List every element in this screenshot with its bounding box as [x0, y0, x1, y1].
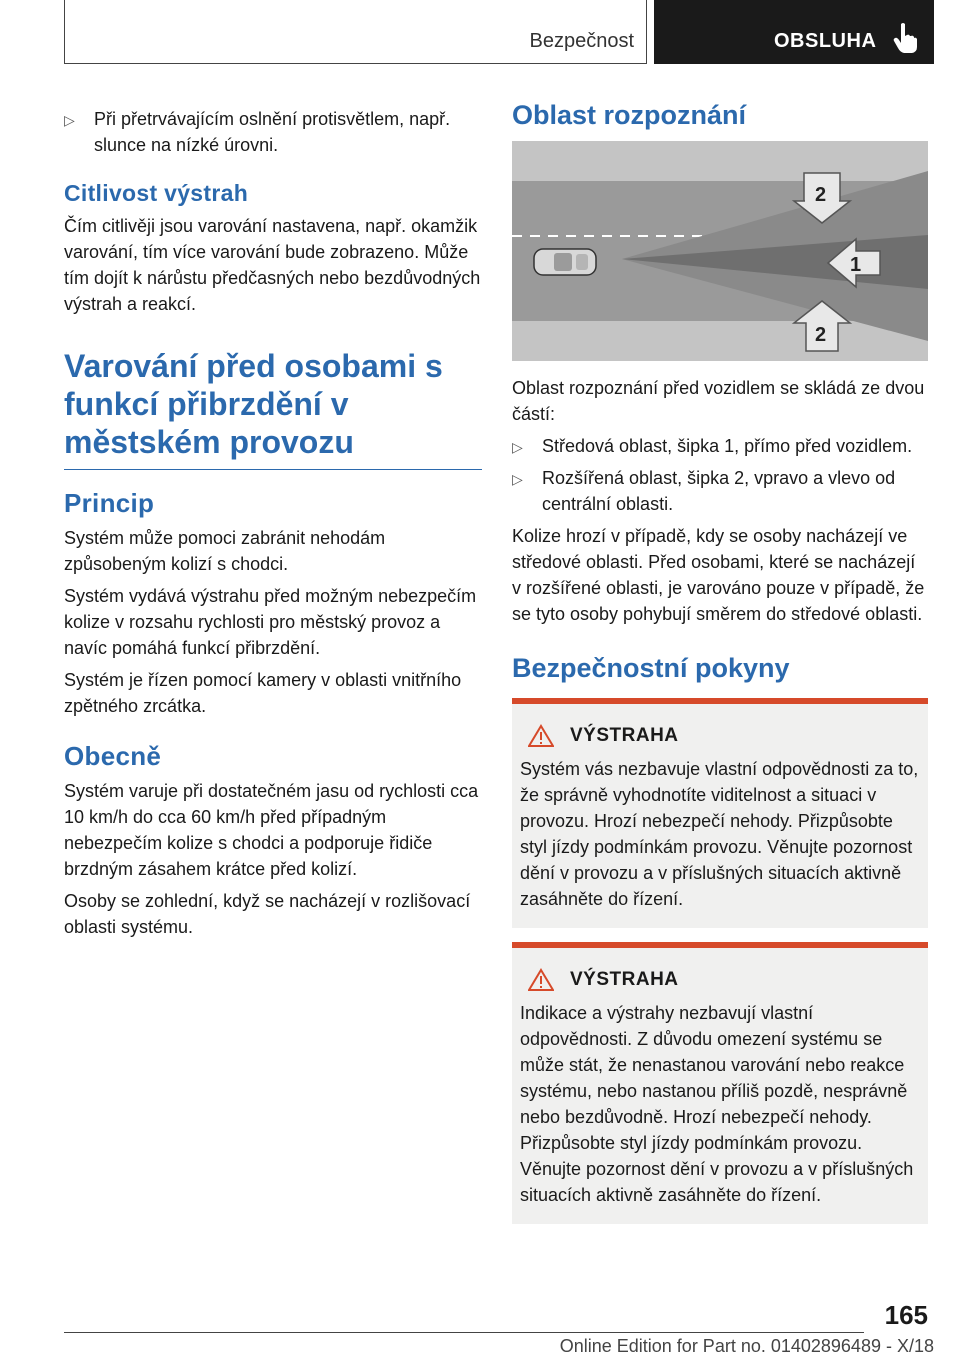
paragraph-detection: Oblast rozpoznání před vozidlem se skládá ze dvou částí: — [512, 378, 925, 424]
hand-pointer-icon — [892, 22, 918, 54]
chapter-title — [64, 347, 482, 461]
warning-text: Indikace a výstrahy nezbavují vlastní odpovědnosti. Z důvodu omezení systému se může stát, že nenastanou varování nebo reakce systému, nebo nastanou příliš pozdě, nesprávně nebo bezdůvodně. Hrozí nebezpečí nehody. Přizpůsobte styl jízdy podmínkám provozu. Věnujte pozornost dění v provozu a v příslušných situacích aktivně zasáhněte do řízení. — [520, 1003, 914, 1205]
arrow-2-bottom-label: 2 — [815, 324, 827, 346]
arrow-1-middle-label: 1 — [850, 254, 862, 276]
triangle-bullet-icon: ▷ — [64, 112, 75, 128]
chapter-title-line: Varování před osobami s — [64, 348, 443, 384]
right-column — [512, 100, 928, 1224]
warning-box — [512, 942, 928, 1224]
paragraph-princip-1: Systém může pomoci zabránit nehodám způsobeným kolizí s chodci. — [64, 528, 386, 574]
heading-general: Obecně — [64, 741, 162, 771]
paragraph-sensitivity: Čím citlivěji jsou varování nastavena, např. okamžik varování, tím více varování bude zobrazeno. Může tím dojít k nárůstu předčasných nebo bezdůvodných výstrah a reakcí. — [64, 216, 481, 314]
chapter-divider — [64, 469, 482, 470]
detection-area-figure — [512, 141, 928, 361]
page-number: 165 — [884, 1300, 928, 1330]
list-item — [512, 465, 928, 517]
bullet-text: Rozšířená oblast, šipka 2, vpravo a vlevo od centrální oblasti. — [542, 468, 896, 514]
header-section-box — [64, 0, 647, 64]
chapter-title-line: funkcí přibrzdění v — [64, 386, 349, 422]
heading-princip: Princip — [64, 488, 155, 518]
bullet-text: Středová oblast, šipka 1, přímo před vozidlem. — [542, 436, 913, 456]
warning-triangle-icon — [528, 968, 554, 992]
warning-triangle-icon — [528, 724, 554, 748]
car-icon — [534, 249, 596, 275]
warning-text: Systém vás nezbavuje vlastní odpovědnosti za to, že správně vyhodnotíte viditelnost a situaci v provozu. Hrozí nebezpečí nehody. Přizpůsobte styl jízdy podmínkám provozu. Věnujte pozornost dění v provozu a v příslušných situacích aktivně zasáhněte do řízení. — [520, 759, 919, 909]
warning-title: VÝSTRAHA — [570, 969, 679, 990]
warning-title: VÝSTRAHA — [570, 725, 679, 746]
warning-box — [512, 698, 928, 928]
left-column — [64, 100, 482, 946]
chapter-title-line: městském provozu — [64, 424, 354, 460]
bullet-text: Při přetrvávajícím oslnění protisvětlem, např. slunce na nízké úrovni. — [94, 109, 451, 155]
paragraph-general-2: Osoby se zohlední, když se nacházejí v rozlišovací oblasti systému. — [64, 891, 471, 937]
triangle-bullet-icon: ▷ — [512, 439, 523, 455]
paragraph-princip-2: Systém vydává výstrahu před možným nebezpečím kolize v rozsahu rychlosti pro městský provoz a navíc pomáhá funkcí přibrzdění. — [64, 586, 477, 658]
header-section-label: Bezpečnost — [529, 30, 634, 52]
header-tab-label: OBSLUHA — [774, 30, 877, 52]
footer-divider — [64, 1332, 864, 1333]
list-item — [64, 106, 482, 158]
list-item — [512, 433, 928, 459]
header-tab — [654, 0, 934, 64]
paragraph-collision: Kolize hrozí v případě, kdy se osoby nacházejí ve středové oblasti. Před osobami, které se nacházejí v rozšířené oblasti, je varováno pouze v případě, že se tyto osoby pohybují směrem do středové oblasti. — [512, 526, 925, 624]
footer-edition-text: Online Edition for Part no. 01402896489 - X/18 — [559, 1336, 934, 1356]
heading-sensitivity: Citlivost výstrah — [64, 180, 249, 206]
paragraph-general-1: Systém varuje při dostatečném jasu od rychlosti cca 10 km/h do cca 60 km/h před případným nebezpečím kolize s chodci a podporuje řidiče brzdným zásahem krátce před kolizí. — [64, 781, 479, 879]
paragraph-princip-3: Systém je řízen pomocí kamery v oblasti vnitřního zpětného zrcátka. — [64, 670, 462, 716]
heading-safety: Bezpečnostní pokyny — [512, 653, 790, 683]
triangle-bullet-icon: ▷ — [512, 471, 523, 487]
heading-detection-area: Oblast rozpoznání — [512, 100, 747, 130]
arrow-2-top-label: 2 — [815, 184, 827, 206]
